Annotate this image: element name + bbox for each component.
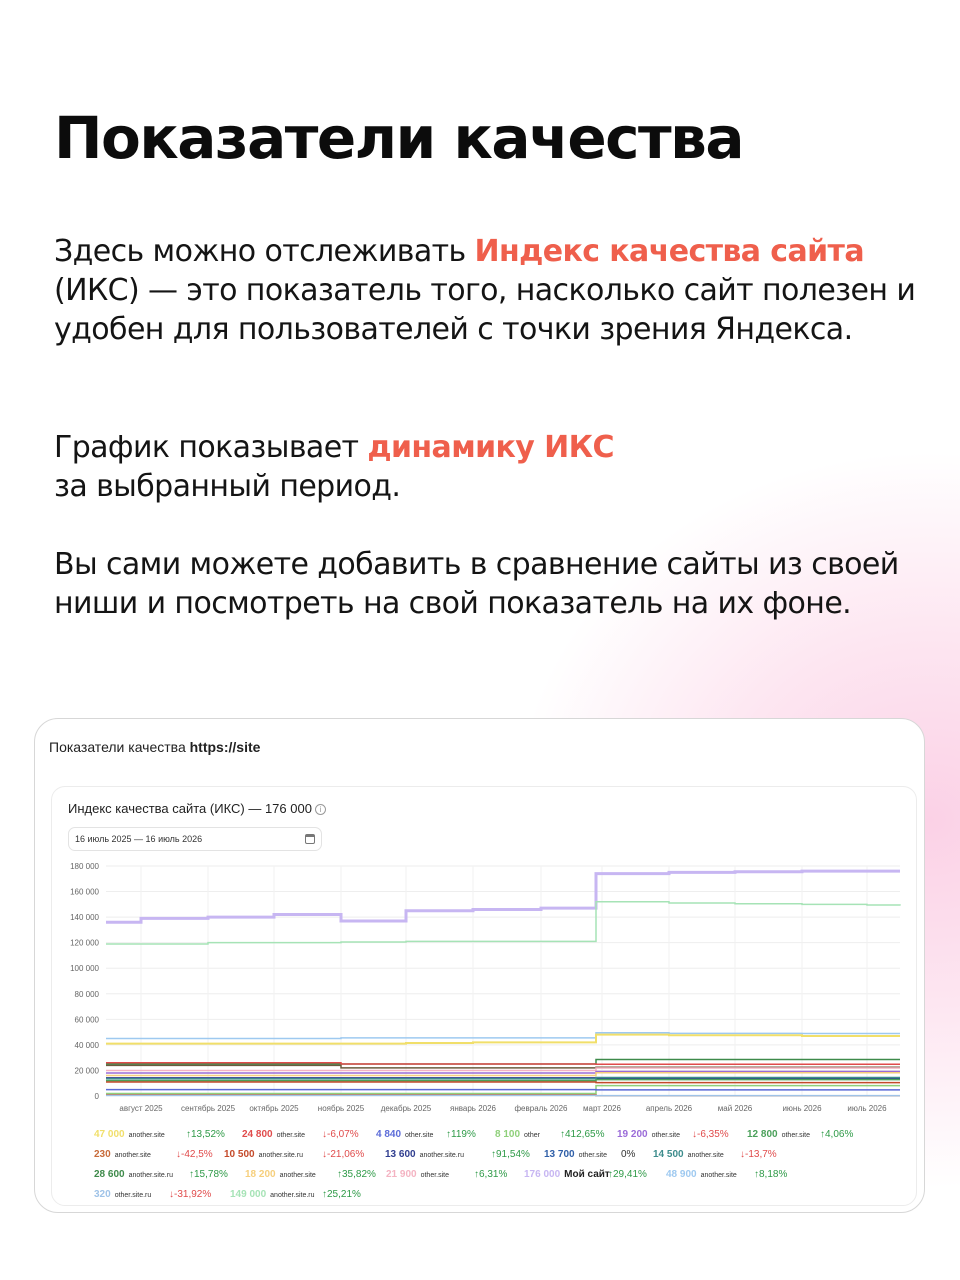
- x-tick-label: февраль 2026: [514, 1104, 568, 1113]
- x-tick-label: декабрь 2025: [380, 1104, 432, 1113]
- legend-delta: 0%: [621, 1149, 636, 1160]
- chart-legend: [94, 1128, 914, 1208]
- legend-row: [94, 1168, 914, 1188]
- legend-item[interactable]: [524, 1168, 647, 1182]
- metric-title: Индекс качества сайта (ИКС) — 176 000 i: [68, 801, 326, 816]
- legend-value: 48 900: [666, 1169, 697, 1180]
- legend-site: another.site: [700, 1172, 737, 1179]
- legend-value: 4 840: [376, 1129, 402, 1140]
- legend-item[interactable]: [544, 1148, 636, 1163]
- legend-value: 13 600: [385, 1149, 416, 1160]
- y-tick-label: 160 000: [70, 887, 99, 897]
- legend-item[interactable]: [94, 1128, 225, 1143]
- intro-paragraph: Здесь можно отслеживать Индекс качества сайта (ИКС) — это показатель того, насколько сайт полезен и удобен для пользователей с точки зрения Яндекса.: [54, 234, 916, 347]
- series-line: [106, 871, 900, 922]
- legend-delta: ↓-42,5%: [176, 1149, 213, 1160]
- legend-value: 8 100: [495, 1129, 521, 1140]
- x-tick-label: июль 2026: [847, 1104, 887, 1113]
- legend-item[interactable]: [230, 1188, 361, 1203]
- legend-item[interactable]: [385, 1148, 530, 1163]
- x-tick-label: ноябрь 2025: [317, 1104, 365, 1113]
- info-icon[interactable]: i: [315, 804, 326, 815]
- legend-delta: ↑412,65%: [560, 1129, 605, 1140]
- date-range-label: 16 июль 2025 — 16 июль 2026: [75, 834, 203, 844]
- legend-delta: ↑91,54%: [491, 1149, 530, 1160]
- legend-delta: ↑119%: [446, 1129, 476, 1140]
- legend-item[interactable]: [245, 1168, 376, 1183]
- legend-delta: ↓-21,06%: [322, 1149, 365, 1160]
- legend-site: another.site: [279, 1172, 316, 1179]
- legend-delta: ↓-31,92%: [169, 1189, 212, 1200]
- legend-delta: ↓-6,35%: [692, 1129, 729, 1140]
- legend-delta: ↑8,18%: [754, 1169, 788, 1180]
- legend-item[interactable]: [242, 1128, 359, 1143]
- dynamics-highlight: динамику ИКС: [367, 430, 614, 465]
- legend-value: 176 000: [524, 1169, 561, 1180]
- legend-item[interactable]: [653, 1148, 777, 1163]
- legend-site: Мой сайт: [564, 1169, 610, 1180]
- legend-value: 28 600: [94, 1169, 125, 1180]
- legend-item[interactable]: [495, 1128, 605, 1143]
- y-tick-label: 180 000: [70, 862, 99, 871]
- legend-item[interactable]: [376, 1128, 476, 1143]
- legend-item[interactable]: [94, 1168, 228, 1183]
- y-tick-label: 60 000: [74, 1015, 99, 1025]
- card-title: Показатели качества https://site: [49, 739, 261, 755]
- legend-delta: ↑15,78%: [189, 1169, 228, 1180]
- legend-site: another.site: [128, 1132, 165, 1139]
- legend-value: 18 200: [245, 1169, 276, 1180]
- y-tick-label: 100 000: [70, 964, 99, 974]
- y-tick-label: 40 000: [74, 1040, 99, 1050]
- legend-value: 47 000: [94, 1129, 125, 1140]
- legend-site: another.site.ru: [258, 1152, 303, 1159]
- legend-delta: ↑4,06%: [820, 1129, 854, 1140]
- legend-value: 10 500: [224, 1149, 255, 1160]
- x-tick-label: январь 2026: [450, 1104, 496, 1113]
- compare-paragraph: Вы сами можете добавить в сравнение сайты из своей ниши и посмотреть на свой показатель на их фоне.: [54, 547, 899, 621]
- legend-item[interactable]: [224, 1148, 365, 1163]
- legend-value: 21 900: [386, 1169, 417, 1180]
- legend-site: another.site: [687, 1152, 724, 1159]
- x-tick-label: август 2025: [119, 1104, 163, 1113]
- y-tick-label: 80 000: [74, 989, 99, 999]
- legend-delta: ↑29,41%: [608, 1169, 647, 1180]
- legend-site: another.site: [114, 1152, 151, 1159]
- legend-value: 12 800: [747, 1129, 778, 1140]
- legend-site: another.site.ru: [128, 1172, 173, 1179]
- legend-row: [94, 1188, 914, 1208]
- legend-item[interactable]: [386, 1168, 508, 1183]
- legend-item[interactable]: [666, 1168, 788, 1183]
- legend-delta: ↑25,21%: [322, 1189, 361, 1200]
- legend-site: other.site: [781, 1132, 811, 1139]
- legend-value: 149 000: [230, 1189, 267, 1200]
- legend-value: 24 800: [242, 1129, 273, 1140]
- legend-delta: ↓-13,7%: [740, 1149, 777, 1160]
- legend-value: 13 700: [544, 1149, 575, 1160]
- chart-paragraph: График показывает динамику ИКС за выбранный период.: [54, 430, 614, 504]
- y-tick-label: 120 000: [70, 938, 99, 948]
- y-tick-label: 140 000: [70, 913, 99, 923]
- legend-value: 320: [94, 1189, 111, 1200]
- legend-row: [94, 1148, 914, 1168]
- legend-value: 230: [94, 1149, 111, 1160]
- x-tick-label: сентябрь 2025: [180, 1104, 236, 1113]
- y-tick-label: 0: [94, 1092, 99, 1101]
- legend-item[interactable]: [747, 1128, 854, 1143]
- x-tick-label: апрель 2026: [645, 1104, 693, 1113]
- legend-site: other.site.ru: [114, 1192, 152, 1199]
- iks-highlight: Индекс качества сайта: [474, 234, 864, 269]
- legend-delta: ↑13,52%: [186, 1129, 225, 1140]
- legend-item[interactable]: [94, 1148, 213, 1163]
- legend-row: [94, 1128, 914, 1148]
- legend-item[interactable]: [94, 1188, 212, 1203]
- x-tick-label: май 2026: [717, 1104, 753, 1113]
- page-title: Показатели качества: [54, 104, 743, 172]
- legend-site: other.site: [405, 1132, 434, 1139]
- legend-value: 19 200: [617, 1129, 648, 1140]
- legend-item[interactable]: [617, 1128, 729, 1143]
- legend-site: other: [524, 1132, 540, 1139]
- card-site-url: https://site: [189, 739, 261, 755]
- x-tick-label: март 2026: [583, 1104, 621, 1113]
- legend-value: 14 500: [653, 1149, 684, 1160]
- legend-site: other.site: [420, 1172, 450, 1179]
- series-line: [106, 1080, 900, 1081]
- legend-delta: ↑35,82%: [337, 1169, 376, 1180]
- legend-delta: ↑6,31%: [474, 1169, 508, 1180]
- legend-delta: ↓-6,07%: [322, 1129, 359, 1140]
- legend-site: other.site: [578, 1152, 608, 1159]
- legend-site: another.site.ru: [419, 1152, 464, 1159]
- legend-site: another.site.ru: [270, 1192, 315, 1199]
- legend-site: other.site: [651, 1132, 681, 1139]
- series-line: [106, 1082, 900, 1083]
- legend-site: other.site: [276, 1132, 306, 1139]
- x-tick-label: июнь 2026: [782, 1104, 822, 1113]
- y-tick-label: 20 000: [74, 1066, 99, 1076]
- x-tick-label: октябрь 2025: [249, 1104, 299, 1113]
